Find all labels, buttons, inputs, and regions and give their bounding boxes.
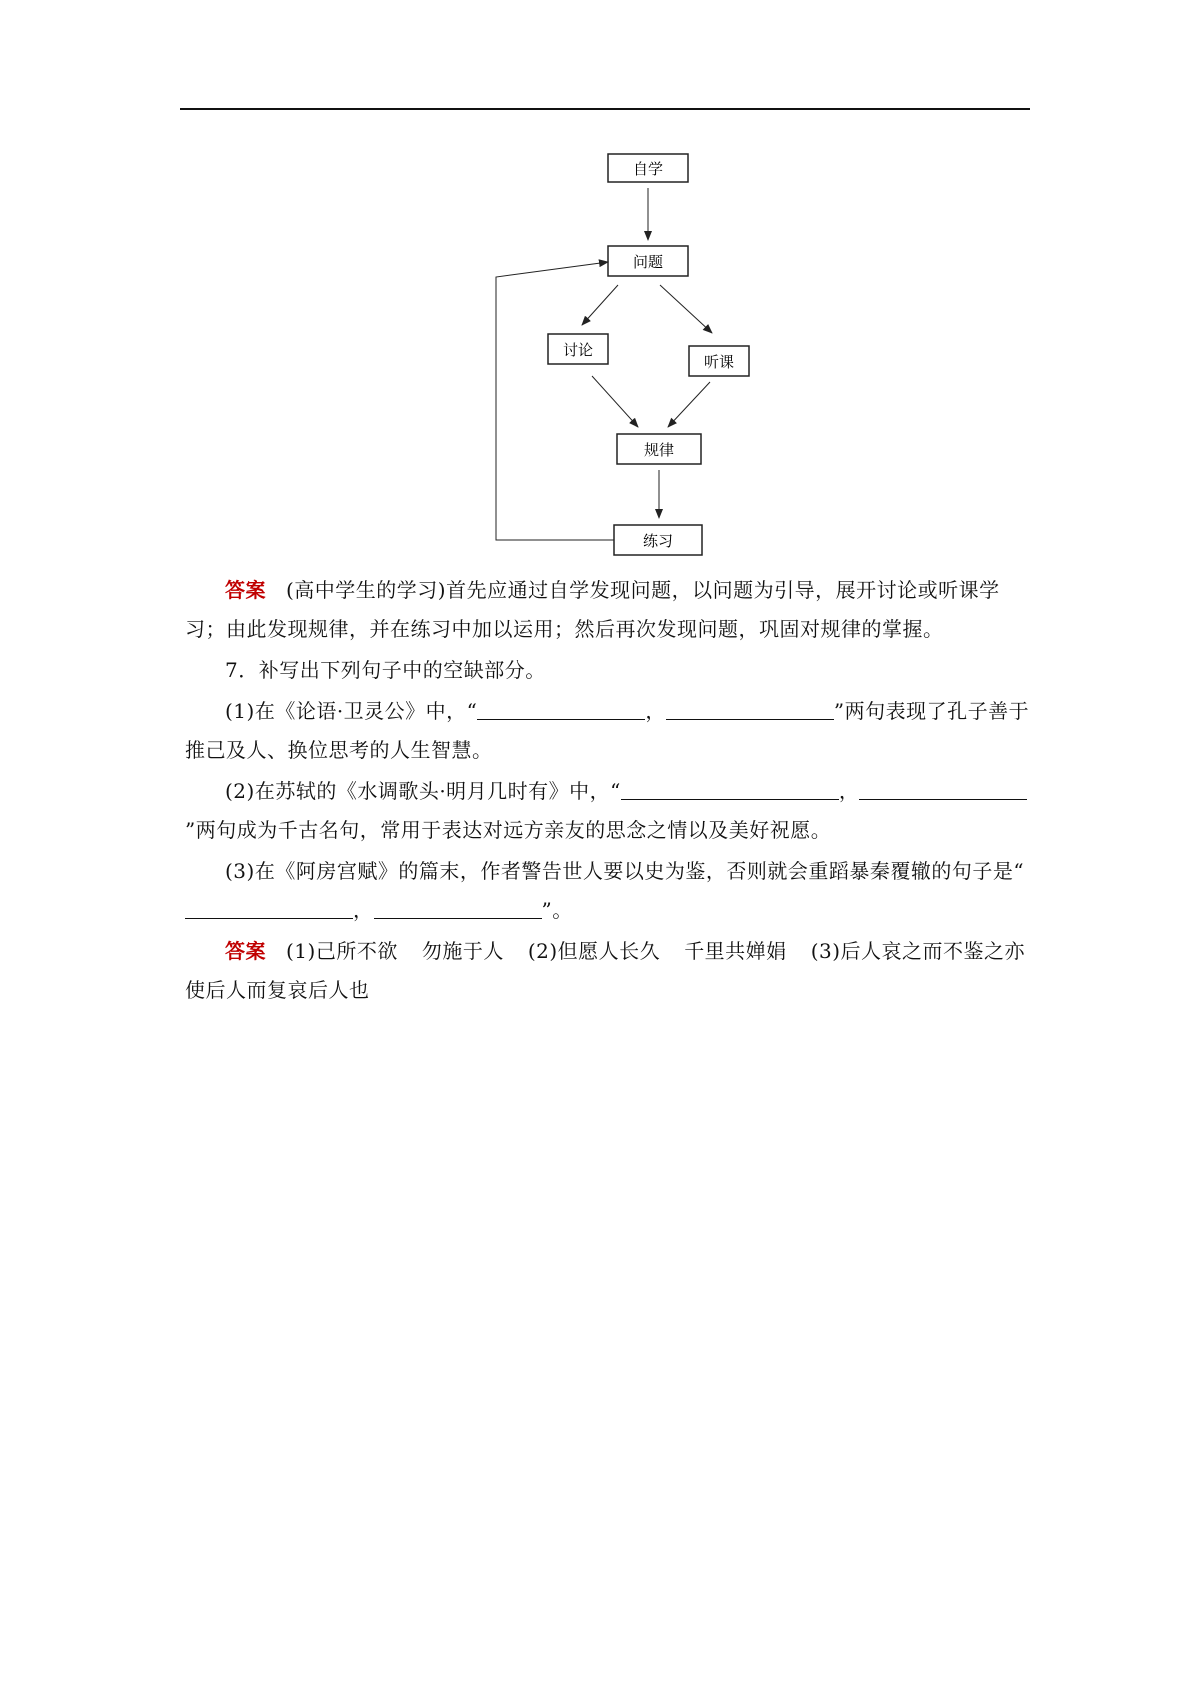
answer-7-part-5: (3)后人哀之而不鉴之亦使后人而复哀后人也 xyxy=(185,939,1026,1002)
question-7-item-3 xyxy=(185,852,1030,930)
answer-7 xyxy=(185,932,1030,1010)
node-taolun-label: 讨论 xyxy=(562,341,594,359)
arrow-tingke-guilv xyxy=(668,382,710,427)
arrow-taolun-guilv xyxy=(592,376,638,427)
learning-flowchart xyxy=(480,140,760,560)
node-guilv-label: 规律 xyxy=(643,441,675,459)
q7-2-suffix: ”两句成为千古名句，常用于表达对远方亲友的思念之情以及美好祝愿。 xyxy=(185,818,832,842)
question-7-item-2 xyxy=(185,772,1030,850)
answer-content xyxy=(185,571,1030,1010)
q7-3-blank-2[interactable] xyxy=(374,898,542,919)
node-tingke xyxy=(689,346,749,376)
answer-7-part-4: 千里共婵娟 xyxy=(684,939,787,963)
answer-6 xyxy=(185,571,1030,649)
q7-2-blank-1[interactable] xyxy=(621,779,839,800)
header-rule xyxy=(180,108,1030,110)
answer-label: 答案 xyxy=(225,939,266,963)
q7-2-prefix: (2)在苏轼的《水调歌头·明月几时有》中，“ xyxy=(225,779,621,803)
node-wenti xyxy=(608,246,688,276)
node-tingke-label: 听课 xyxy=(703,353,735,371)
q7-3-blank-1[interactable] xyxy=(185,898,353,919)
q7-1-sep: ， xyxy=(645,699,666,723)
q7-1-suffix: ”两句表现了孔子善于推己及人、换位思考的人生智慧。 xyxy=(185,699,1030,762)
q7-3-sep: ， xyxy=(353,898,374,922)
q7-3-prefix: (3)在《阿房宫赋》的篇末，作者警告世人要以史为鉴，否则就会重蹈暴秦覆辙的句子是“ xyxy=(225,859,1025,883)
question-7-stem: 7．补写出下列句子中的空缺部分。 xyxy=(225,658,546,682)
node-lianxi-label: 练习 xyxy=(642,532,674,550)
node-guilv xyxy=(617,434,701,464)
answer-7-part-1: (1)己所不欲 xyxy=(286,939,398,963)
node-taolun xyxy=(548,334,608,364)
node-zixue-label: 自学 xyxy=(632,160,664,178)
node-zixue xyxy=(608,154,688,182)
q7-1-blank-1[interactable] xyxy=(477,699,645,720)
q7-2-sep: ， xyxy=(838,779,860,803)
arrow-wenti-taolun xyxy=(582,285,618,325)
arrow-wenti-tingke xyxy=(660,285,712,333)
q7-2-blank-2[interactable] xyxy=(859,779,1027,800)
node-lianxi xyxy=(614,525,702,555)
arrow-lianxi-wenti-feedback xyxy=(496,262,614,540)
answer-6-text: (高中学生的学习)首先应通过自学发现问题，以问题为引导，展开讨论或听课学习；由此发现规律，并在练习中加以运用；然后再次发现问题，巩固对规律的掌握。 xyxy=(185,578,1000,641)
q7-3-suffix: ”。 xyxy=(541,898,573,922)
q7-1-prefix: (1)在《论语·卫灵公》中，“ xyxy=(225,699,478,723)
answer-label: 答案 xyxy=(225,578,266,602)
q7-1-blank-2[interactable] xyxy=(666,699,834,720)
question-7-item-1 xyxy=(185,692,1030,770)
node-wenti-label: 问题 xyxy=(632,253,664,271)
answer-7-part-2: 勿施于人 xyxy=(421,939,504,963)
answer-7-part-3: (2)但愿人长久 xyxy=(527,939,661,963)
